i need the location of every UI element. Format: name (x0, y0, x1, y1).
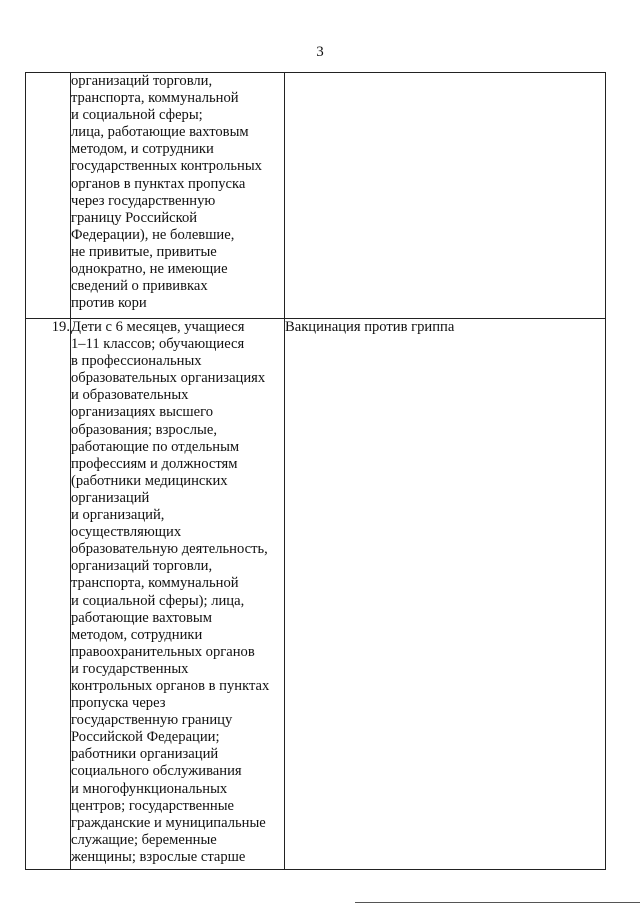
text-line: транспорта, коммунальной (71, 90, 239, 107)
text-line: женщины; взрослые старше (71, 848, 246, 865)
text-line: против кори (71, 295, 147, 312)
text-line: пропуска через (71, 695, 166, 712)
page-number: 3 (316, 44, 324, 60)
text-line: контрольных органов в пунктах (71, 677, 270, 694)
text-line: и образовательных (71, 387, 189, 404)
row-number (26, 73, 71, 319)
text-line: через государственную (71, 192, 216, 209)
row-number: 19. (26, 319, 71, 870)
vaccination-cell: Вакцинация против гриппа (285, 319, 606, 870)
text-line: в профессиональных (71, 353, 202, 370)
text-line: организаций торговли, (71, 558, 213, 575)
text-line: транспорта, коммунальной (71, 575, 239, 592)
text-line: социального обслуживания (71, 763, 242, 780)
text-line: методом, и сотрудники (71, 141, 214, 158)
text-line: профессиям и должностям (71, 455, 238, 472)
text-line: служащие; беременные (71, 831, 217, 848)
text-line: и организаций, (71, 507, 165, 524)
text-line: (работники медицинских (71, 472, 228, 489)
vaccination-table (25, 72, 606, 870)
vaccination-cell (285, 73, 606, 319)
text-line: не привитые, привитые (71, 243, 217, 260)
table-body (26, 73, 606, 870)
text-line: и многофункциональных (71, 780, 228, 797)
text-line: органов в пунктах пропуска (71, 175, 246, 192)
text-line: образовательную деятельность, (71, 541, 268, 558)
text-line: и социальной сферы; (71, 107, 203, 124)
text-line: организаций торговли, (71, 73, 213, 89)
text-line: центров; государственные (71, 797, 235, 814)
text-line: работающие по отдельным (71, 438, 240, 455)
category-cell (71, 319, 285, 870)
text-line: организаций (71, 489, 150, 506)
text-line: государственных контрольных (71, 158, 262, 175)
text-line: Российской Федерации; (71, 729, 220, 746)
text-line: лица, работающие вахтовым (71, 124, 249, 141)
text-line: 1–11 классов; обучающиеся (71, 336, 245, 353)
text-line: сведений о прививках (71, 278, 208, 295)
text-line: работники организаций (71, 746, 219, 763)
text-line: образования; взрослые, (71, 421, 217, 438)
text-line: гражданские и муниципальные (71, 814, 266, 831)
text-line: однократно, не имеющие (71, 261, 228, 278)
text-line: работающие вахтовым (71, 609, 212, 626)
text-line: и государственных (71, 660, 189, 677)
table-row (26, 319, 606, 870)
text-line: методом, сотрудники (71, 626, 203, 643)
text-line: государственную границу (71, 712, 233, 729)
text-line: организациях высшего (71, 404, 214, 421)
text-line: осуществляющих (71, 524, 182, 541)
text-line: Федерации), не болевшие, (71, 226, 235, 243)
text-line: границу Российской (71, 209, 198, 226)
text-line: и социальной сферы); лица, (71, 592, 245, 609)
table-row (26, 73, 606, 319)
bottom-rule (355, 902, 640, 903)
text-line: Дети с 6 месяцев, учащиеся (71, 319, 245, 335)
category-cell (71, 73, 285, 319)
text-line: образовательных организациях (71, 370, 266, 387)
text-line: правоохранительных органов (71, 643, 255, 660)
